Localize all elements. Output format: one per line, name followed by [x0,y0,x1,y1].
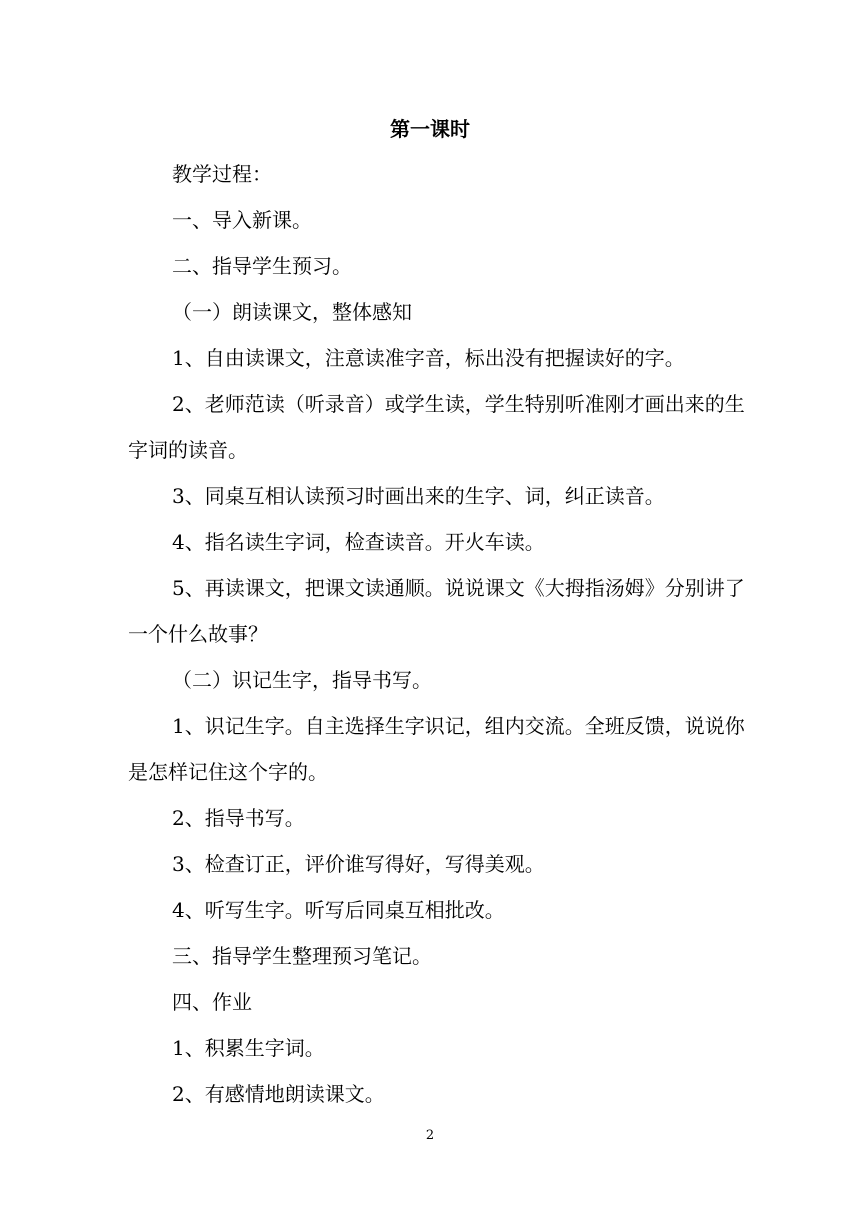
paragraph-teaching-process: 教学过程： [172,162,272,186]
paragraph-step-1: 1、自由读课文，注意读准字音，标出没有把握读好的字。 [172,346,685,370]
paragraph-step-3: 3、同桌互相认读预习时画出来的生字、词，纠正读音。 [172,484,665,508]
paragraph-homework-1: 1、积累生字词。 [172,1036,325,1060]
paragraph-homework: 四、作业 [172,990,252,1014]
paragraph-memorize: 1、识记生字。自主选择生字识记，组内交流。全班反馈，说说你是怎样记住这个字的。 [128,714,745,784]
paragraph-dictation: 4、听写生字。听写后同桌互相批改。 [172,898,505,922]
paragraph-intro: 一、导入新课。 [172,208,312,232]
paragraph-step-4: 4、指名读生字词，检查读音。开火车读。 [172,530,545,554]
paragraph-step-2: 2、老师范读（听录音）或学生读，学生特别听准刚才画出来的生字词的读音。 [128,392,745,462]
lesson-title: 第一课时 [390,117,470,141]
paragraph-guide-writing: 2、指导书写。 [172,806,305,830]
paragraph-homework-2: 2、有感情地朗读课文。 [172,1082,385,1106]
paragraph-preview: 二、指导学生预习。 [172,254,352,278]
paragraph-notes: 三、指导学生整理预习笔记。 [172,944,432,968]
paragraph-step-5: 5、再读课文，把课文读通顺。说说课文《大拇指汤姆》分别讲了一个什么故事？ [128,576,745,646]
paragraph-section-one: （一）朗读课文，整体感知 [172,300,412,324]
paragraph-section-two: （二）识记生字，指导书写。 [172,668,432,692]
page-number: 2 [425,1128,435,1143]
paragraph-check: 3、检查订正，评价谁写得好，写得美观。 [172,852,545,876]
